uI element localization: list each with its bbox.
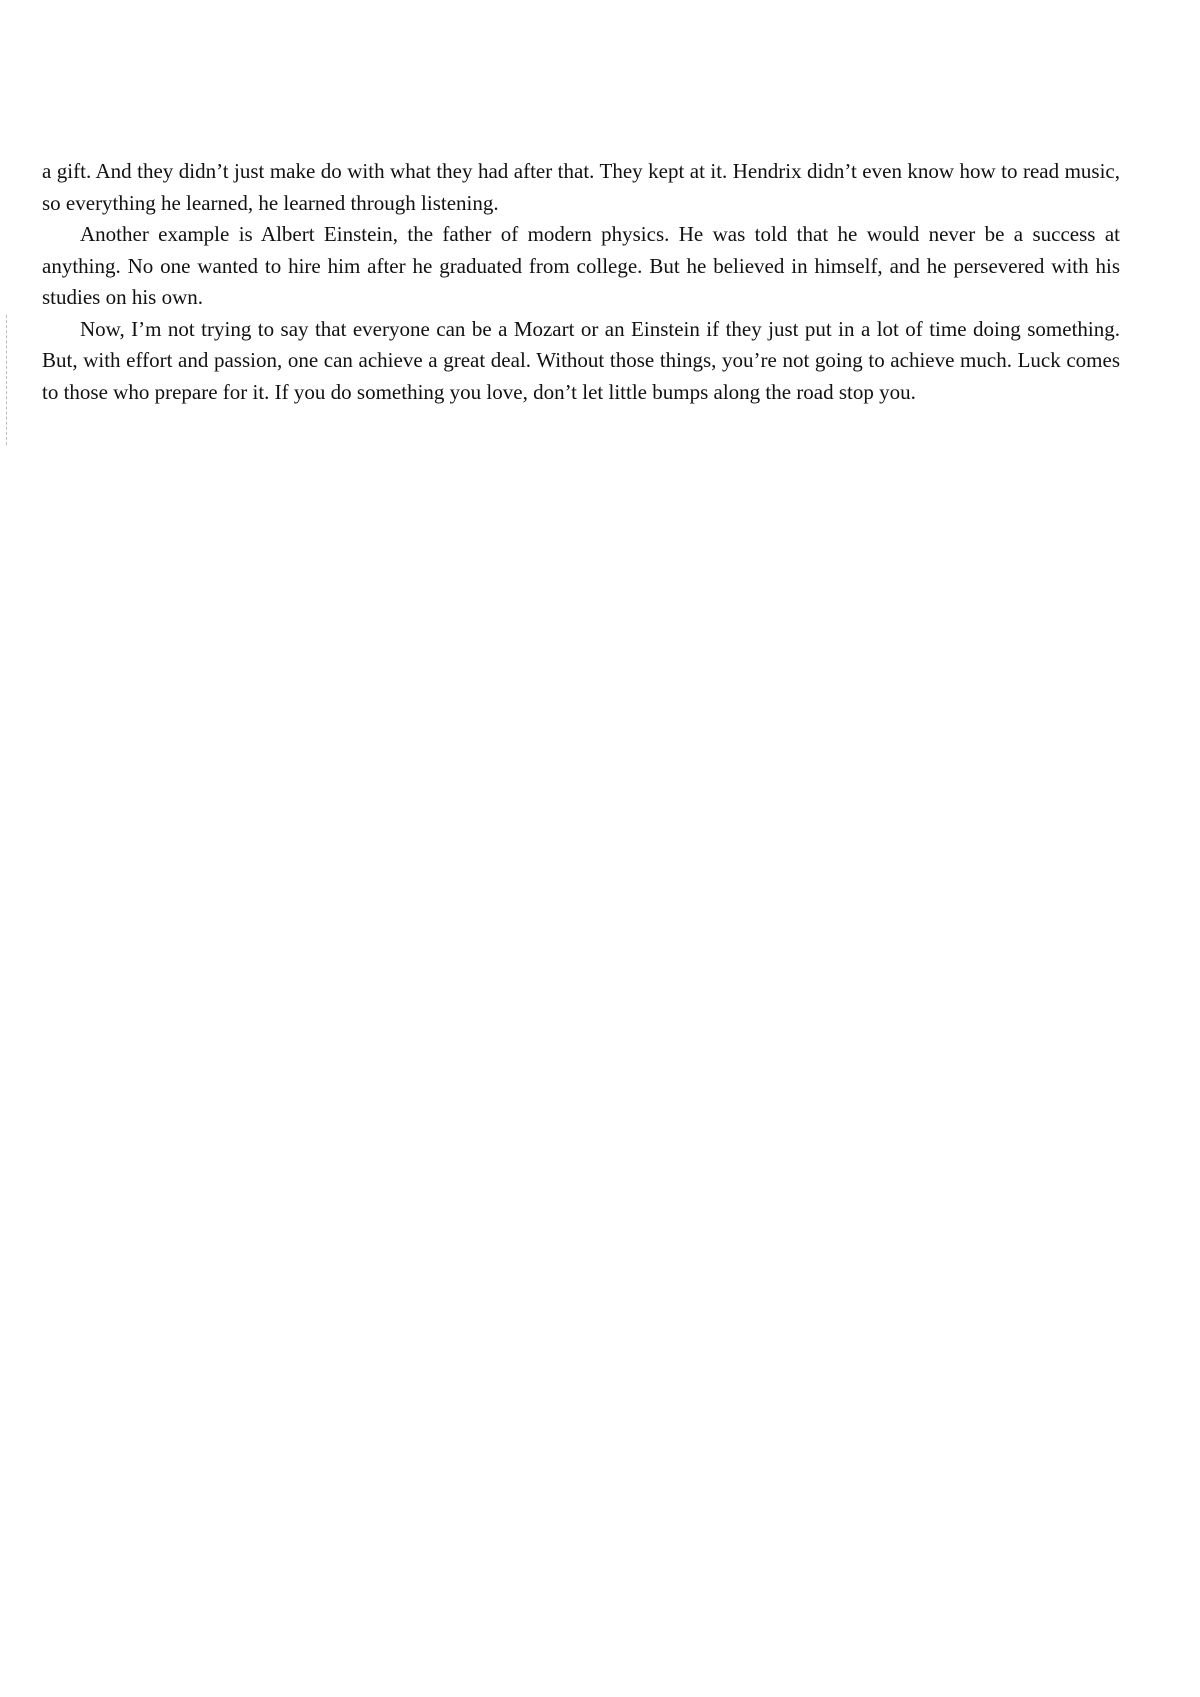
- paragraph-einstein-example: Another example is Albert Einstein, the father of modern physics. He was told that he would never be a success at anything. No one wanted to hire him after he graduated from college. But he believed in himself, and he persevered with his studies on his own.: [42, 222, 1120, 309]
- scan-margin-mark: [6, 315, 7, 445]
- paragraph-conclusion: Now, I’m not trying to say that everyone can be a Mozart or an Einstein if they just put in a lot of time doing something. But, with effort and passion, one can achieve a great deal. Without those things, you’re not going to achieve much. Luck comes to those who prepare for it. If you do something you love, don’t let little bumps along the road stop you.: [42, 316, 1120, 404]
- paragraph-continuation: a gift. And they didn’t just make do with what they had after that. They kept at it. Hendrix didn’t even know how to read music, so everything he learned, he learned through listening.: [42, 159, 1120, 215]
- body-text: [42, 156, 1120, 408]
